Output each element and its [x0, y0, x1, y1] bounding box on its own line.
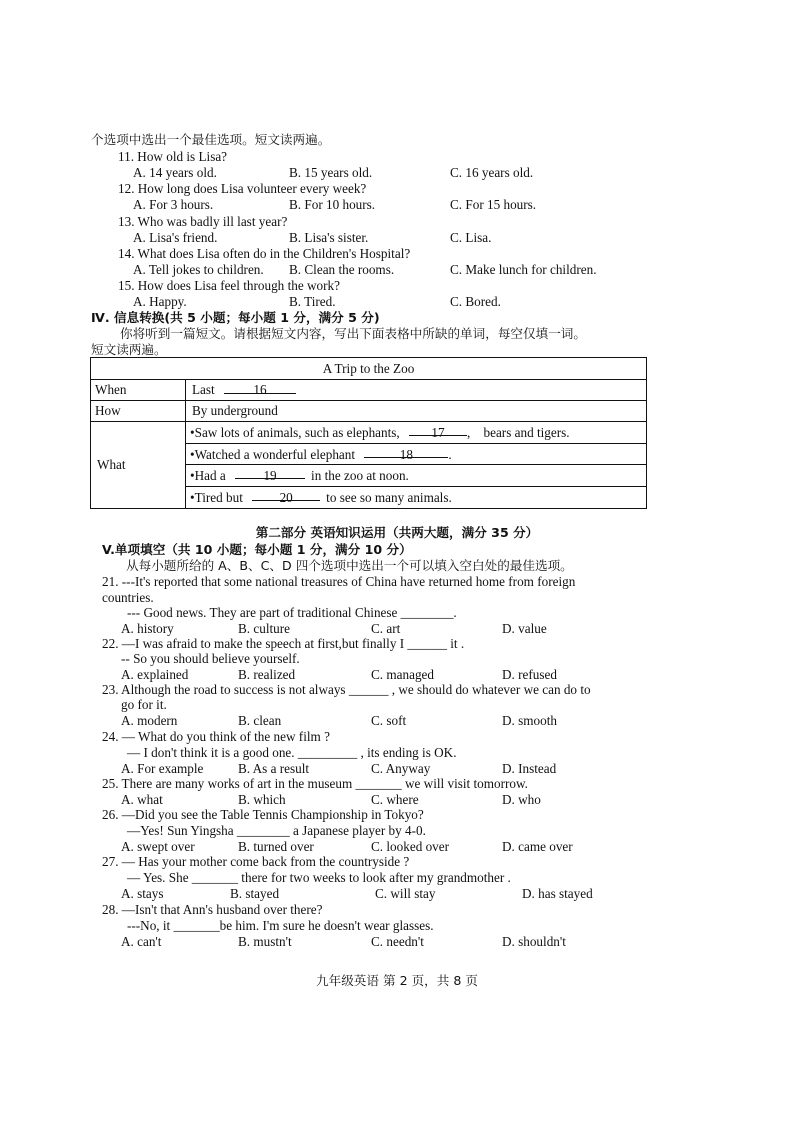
part-2-title: 第二部分 英语知识运用（共两大题，满分 35 分）: [255, 525, 539, 540]
option-15-b: B. Tired.: [289, 294, 336, 309]
option-22-c: C. managed: [371, 667, 434, 682]
option-23-b: B. clean: [238, 713, 282, 728]
what-row-3: [186, 465, 646, 487]
option-14-b: B. Clean the rooms.: [289, 262, 395, 277]
section-4-instruction: 你将听到一篇短文。请根据短文内容，写出下面表格中所缺的单词，每空仅填一词。: [120, 326, 586, 341]
option-25-b: B. which: [238, 792, 286, 807]
option-26-d: D. came over: [502, 839, 573, 854]
option-12-b: B. For 10 hours.: [289, 197, 376, 212]
option-27-a: A. stays: [121, 886, 164, 901]
question-23: 23. Although the road to success is not always ______ , we should do whatever we can do to: [102, 682, 591, 697]
option-23-a: A. modern: [121, 713, 178, 728]
question-26-reply: —Yes! Sun Yingsha ________ a Japanese player by 4-0.: [127, 823, 426, 838]
question-28-reply: ---No, it _______be him. I'm sure he doesn't wear glasses.: [127, 918, 434, 933]
question-27: 27. — Has your mother come back from the countryside ?: [102, 854, 410, 869]
question-23-cont: go for it.: [121, 697, 167, 712]
option-14-a: A. Tell jokes to children.: [133, 262, 264, 277]
option-24-b: B. As a result: [238, 761, 310, 776]
question-21: 21. ---It's reported that some national treasures of China have returned home from foreign: [102, 574, 576, 589]
blank-17: 17: [409, 422, 467, 436]
option-27-b: B. stayed: [230, 886, 280, 901]
option-24-c: C. Anyway: [371, 761, 431, 776]
question-28: 28. —Isn't that Ann's husband over there?: [102, 902, 323, 917]
row4-prefix: •Tired but: [190, 490, 243, 505]
question-13: 13. Who was badly ill last year?: [118, 214, 288, 229]
option-22-a: A. explained: [121, 667, 189, 682]
question-22-reply: -- So you should believe yourself.: [121, 651, 300, 666]
section-5-title: V.单项填空（共 10 小题；每小题 1 分，满分 10 分）: [102, 542, 412, 557]
option-15-c: C. Bored.: [450, 294, 501, 309]
option-11-a: A. 14 years old.: [133, 165, 217, 180]
how-value: By underground: [186, 401, 646, 422]
option-25-c: C. where: [371, 792, 419, 807]
option-26-c: C. looked over: [371, 839, 450, 854]
trip-table: [90, 357, 647, 509]
option-23-c: C. soft: [371, 713, 407, 728]
question-14: 14. What does Lisa often do in the Children's Hospital?: [118, 246, 411, 261]
question-11: 11. How old is Lisa?: [118, 149, 228, 164]
option-22-b: B. realized: [238, 667, 296, 682]
option-21-c: C. art: [371, 621, 401, 636]
row3-prefix: •Had a: [190, 468, 226, 483]
row1-suffix: , bears and tigers.: [467, 425, 570, 440]
option-11-b: B. 15 years old.: [289, 165, 373, 180]
when-label: When: [91, 380, 186, 401]
section-4-instruction-2: 短文读两遍。: [91, 342, 167, 357]
table-title: A Trip to the Zoo: [91, 358, 646, 380]
what-label: What: [91, 422, 186, 508]
what-row-1: [186, 422, 646, 444]
row2-prefix: •Watched a wonderful elephant: [190, 447, 356, 462]
section-5-instruction: 从每小题所给的 A、B、C、D 四个选项中选出一个可以填入空白处的最佳选项。: [126, 558, 573, 573]
how-label: How: [91, 401, 186, 422]
option-14-c: C. Make lunch for children.: [450, 262, 597, 277]
option-25-d: D. who: [502, 792, 541, 807]
question-21-reply: --- Good news. They are part of traditional Chinese ________.: [127, 605, 457, 620]
blank-16: 16: [224, 380, 296, 394]
page-footer: 九年级英语 第 2 页，共 8 页: [316, 973, 478, 988]
row1-prefix: •Saw lots of animals, such as elephants,: [190, 425, 400, 440]
option-27-d: D. has stayed: [522, 886, 593, 901]
option-13-c: C. Lisa.: [450, 230, 492, 245]
row2-suffix: .: [448, 447, 452, 462]
option-21-a: A. history: [121, 621, 174, 636]
option-25-a: A. what: [121, 792, 163, 807]
option-24-a: A. For example: [121, 761, 204, 776]
when-prefix: Last: [192, 382, 215, 397]
section-4-title: Ⅳ. 信息转换(共 5 小题；每小题 1 分，满分 5 分): [91, 310, 380, 325]
option-22-d: D. refused: [502, 667, 557, 682]
when-value: [186, 380, 646, 401]
option-28-d: D. shouldn't: [502, 934, 566, 949]
option-28-b: B. mustn't: [238, 934, 292, 949]
option-26-b: B. turned over: [238, 839, 314, 854]
instruction-line: 个选项中选出一个最佳选项。短文读两遍。: [91, 132, 331, 147]
option-27-c: C. will stay: [375, 886, 436, 901]
question-22: 22. —I was afraid to make the speech at first,but finally I ______ it .: [102, 636, 465, 651]
what-row-2: [186, 444, 646, 465]
question-12: 12. How long does Lisa volunteer every week?: [118, 181, 367, 196]
option-28-c: C. needn't: [371, 934, 424, 949]
option-12-c: C. For 15 hours.: [450, 197, 537, 212]
option-12-a: A. For 3 hours.: [133, 197, 214, 212]
question-24-reply: — I don't think it is a good one. _________ , its ending is OK.: [127, 745, 457, 760]
option-21-d: D. value: [502, 621, 547, 636]
option-23-d: D. smooth: [502, 713, 557, 728]
question-27-reply: — Yes. She _______ there for two weeks to look after my grandmother .: [127, 870, 511, 885]
question-25: 25. There are many works of art in the museum _______ we will visit tomorrow.: [102, 776, 528, 791]
question-15: 15. How does Lisa feel through the work?: [118, 278, 340, 293]
question-21-cont: countries.: [102, 590, 154, 605]
what-row-4: [186, 487, 646, 508]
option-13-a: A. Lisa's friend.: [133, 230, 218, 245]
blank-19: 19: [235, 465, 305, 479]
question-26: 26. —Did you see the Table Tennis Championship in Tokyo?: [102, 807, 424, 822]
option-11-c: C. 16 years old.: [450, 165, 534, 180]
blank-20: 20: [252, 487, 320, 501]
option-21-b: B. culture: [238, 621, 291, 636]
option-24-d: D. Instead: [502, 761, 557, 776]
option-26-a: A. swept over: [121, 839, 195, 854]
row4-suffix: to see so many animals.: [326, 490, 452, 505]
blank-18: 18: [364, 444, 448, 458]
option-15-a: A. Happy.: [133, 294, 187, 309]
option-28-a: A. can't: [121, 934, 162, 949]
option-13-b: B. Lisa's sister.: [289, 230, 369, 245]
row3-suffix: in the zoo at noon.: [311, 468, 409, 483]
question-24: 24. — What do you think of the new film ?: [102, 729, 330, 744]
